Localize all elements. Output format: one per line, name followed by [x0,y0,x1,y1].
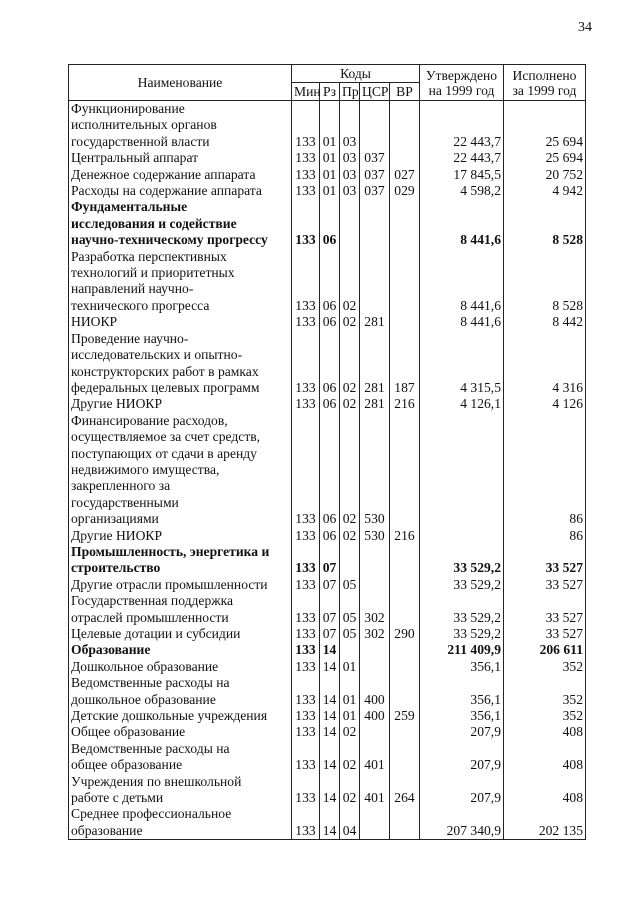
table-row [69,626,586,642]
cell-pr: 02 [340,528,360,544]
cell-min: 133 [292,724,320,740]
row-name [69,642,292,658]
row-name-line: Среднее профессиональное [71,806,232,822]
row-name-line: Другие НИОКР [71,527,163,543]
row-name-line: Фундаментальные [71,199,188,215]
row-name [69,249,292,315]
row-name-line: Образование [71,642,151,658]
cell-min: 133 [292,413,320,528]
row-name-line: научно-техническому прогрессу [71,232,268,248]
cell-pr: 02 [340,774,360,807]
cell-approved: 8 441,6 [420,314,504,330]
cell-pr: 04 [340,806,360,839]
cell-rz: 14 [320,675,340,708]
cell-executed: 206 611 [504,642,586,658]
header-code-min: Мин [292,83,320,101]
cell-executed: 8 528 [504,249,586,315]
cell-min: 133 [292,642,320,658]
cell-csr: 302 [360,593,390,626]
row-name-line: Денежное содержание аппарата [71,166,256,182]
row-name-line: Детские дошкольные учреждения [71,708,268,724]
header-code-csr: ЦСР [360,83,390,101]
cell-min: 133 [292,314,320,330]
cell-min: 133 [292,183,320,199]
row-name [69,544,292,577]
table-row [69,167,586,183]
row-name-line: Финансирование расходов, [71,412,228,428]
row-name [69,675,292,708]
cell-vr: 216 [390,396,420,412]
cell-csr [360,199,390,248]
row-name-line: исследовательских и опытно- [71,347,243,363]
cell-csr: 302 [360,626,390,642]
table-header [69,65,586,101]
cell-vr: 264 [390,774,420,807]
row-name [69,626,292,642]
cell-vr [390,642,420,658]
header-executed [504,65,586,101]
row-name-line: исполнительных органов [71,117,217,133]
table-row [69,528,586,544]
cell-csr: 281 [360,396,390,412]
cell-rz: 07 [320,593,340,626]
row-name-line: Целевые дотации и субсидии [71,626,241,641]
cell-csr: 281 [360,314,390,330]
cell-rz: 07 [320,544,340,577]
cell-rz: 14 [320,741,340,774]
cell-rz: 14 [320,806,340,839]
row-name-line: технологий и приоритетных [71,265,235,281]
row-name [69,593,292,626]
cell-csr: 037 [360,183,390,199]
cell-rz: 01 [320,150,340,166]
cell-vr: 290 [390,626,420,642]
cell-rz: 06 [320,314,340,330]
cell-approved: 33 529,2 [420,577,504,593]
cell-rz: 06 [320,396,340,412]
cell-pr: 05 [340,593,360,626]
cell-rz: 06 [320,249,340,315]
cell-pr: 02 [340,724,360,740]
row-name-line: Ведомственные расходы на [71,675,230,691]
cell-approved: 356,1 [420,659,504,675]
row-name [69,167,292,183]
table-row [69,741,586,774]
cell-executed: 4 126 [504,396,586,412]
table-row [69,544,586,577]
cell-executed: 352 [504,708,586,724]
cell-approved: 8 441,6 [420,249,504,315]
cell-vr [390,413,420,528]
cell-pr: 02 [340,314,360,330]
table-row [69,331,586,397]
table-row [69,708,586,724]
cell-pr: 02 [340,396,360,412]
cell-approved: 211 409,9 [420,642,504,658]
table-row [69,724,586,740]
cell-pr: 01 [340,675,360,708]
cell-min: 133 [292,544,320,577]
row-name-line: направлений научно- [71,281,194,297]
row-name-line: образование [71,822,143,838]
table-row [69,150,586,166]
row-name-line: Ведомственные расходы на [71,740,230,756]
cell-pr [340,642,360,658]
row-name-line: конструкторских работ в рамках [71,363,259,379]
cell-approved: 4 126,1 [420,396,504,412]
cell-vr [390,724,420,740]
header-approved-line2: на 1999 год [428,82,495,98]
row-name [69,199,292,248]
row-name [69,806,292,839]
cell-pr: 05 [340,626,360,642]
row-name-line: Центральный аппарат [71,150,199,166]
header-approved-line1: Утверждено [425,67,498,83]
cell-executed: 352 [504,675,586,708]
row-name [69,396,292,412]
row-name [69,101,292,151]
cell-min: 133 [292,593,320,626]
cell-vr [390,577,420,593]
row-name-line: отраслей промышленности [71,609,229,625]
cell-executed: 408 [504,724,586,740]
cell-vr [390,199,420,248]
row-name-line: Общее образование [71,724,186,740]
row-name-line: Расходы на содержание аппарата [71,183,262,199]
table-row [69,396,586,412]
cell-rz: 14 [320,708,340,724]
cell-csr: 281 [360,331,390,397]
cell-vr [390,314,420,330]
header-approved [420,65,504,101]
cell-vr: 259 [390,708,420,724]
cell-pr: 05 [340,577,360,593]
row-name-line: Другие НИОКР [71,396,163,412]
cell-approved [420,413,504,528]
cell-csr: 401 [360,774,390,807]
cell-approved: 33 529,2 [420,593,504,626]
row-name [69,413,292,528]
row-name-line: строительство [71,560,161,576]
row-name-line: государственной власти [71,133,210,149]
cell-approved: 17 845,5 [420,167,504,183]
row-name-line: Государственная поддержка [71,593,234,609]
cell-csr [360,577,390,593]
cell-vr [390,675,420,708]
cell-executed: 33 527 [504,593,586,626]
row-name [69,314,292,330]
row-name-line: технического прогресса [71,297,210,313]
cell-executed: 408 [504,741,586,774]
row-name [69,774,292,807]
table-row [69,593,586,626]
cell-rz: 14 [320,659,340,675]
cell-vr [390,593,420,626]
cell-min: 133 [292,528,320,544]
cell-vr [390,741,420,774]
cell-min: 133 [292,150,320,166]
cell-approved: 33 529,2 [420,544,504,577]
table-row [69,199,586,248]
cell-approved: 22 443,7 [420,150,504,166]
cell-csr: 400 [360,708,390,724]
cell-rz: 01 [320,167,340,183]
cell-rz: 14 [320,724,340,740]
table-row [69,642,586,658]
cell-csr [360,544,390,577]
cell-executed: 8 442 [504,314,586,330]
cell-vr [390,544,420,577]
header-name: Наименование [69,65,292,101]
cell-rz: 06 [320,413,340,528]
table-row [69,806,586,839]
row-name-line: НИОКР [71,314,118,330]
row-name-line: Учреждения по внешкольной [71,773,242,789]
cell-min: 133 [292,249,320,315]
cell-executed: 408 [504,774,586,807]
cell-approved: 356,1 [420,708,504,724]
cell-pr: 03 [340,150,360,166]
cell-approved: 207,9 [420,774,504,807]
table-row [69,249,586,315]
cell-csr: 037 [360,167,390,183]
row-name [69,331,292,397]
row-name [69,528,292,544]
table-row [69,659,586,675]
cell-executed: 86 [504,413,586,528]
cell-approved: 33 529,2 [420,626,504,642]
cell-vr [390,101,420,151]
row-name-line: осуществляемое за счет средств, [71,429,261,445]
cell-rz: 07 [320,626,340,642]
header-code-rz: Рз [320,83,340,101]
row-name [69,659,292,675]
cell-executed: 352 [504,659,586,675]
row-name-line: Дошкольное образование [71,658,219,674]
cell-approved: 4 598,2 [420,183,504,199]
table-row [69,675,586,708]
cell-approved: 4 315,5 [420,331,504,397]
row-name-line: Функционирование [71,101,185,116]
cell-csr: 037 [360,150,390,166]
cell-vr: 187 [390,331,420,397]
header-codes: Коды [292,65,420,83]
cell-vr [390,150,420,166]
row-name [69,708,292,724]
cell-min: 133 [292,626,320,642]
cell-executed: 20 752 [504,167,586,183]
cell-rz: 06 [320,331,340,397]
cell-pr: 03 [340,183,360,199]
table-row [69,314,586,330]
cell-csr [360,642,390,658]
cell-pr: 02 [340,331,360,397]
header-code-vr: ВР [390,83,420,101]
cell-min: 133 [292,806,320,839]
cell-executed: 4 316 [504,331,586,397]
cell-min: 133 [292,774,320,807]
cell-approved: 22 443,7 [420,101,504,151]
cell-executed: 25 694 [504,101,586,151]
header-code-pr: Пр [340,83,360,101]
row-name-line: Другие отрасли промышленности [71,576,268,592]
cell-approved: 356,1 [420,675,504,708]
cell-csr [360,249,390,315]
cell-csr: 530 [360,528,390,544]
cell-pr [340,199,360,248]
cell-min: 133 [292,199,320,248]
cell-executed: 4 942 [504,183,586,199]
cell-pr: 03 [340,101,360,151]
cell-rz: 14 [320,774,340,807]
row-name-line: общее образование [71,757,183,773]
cell-approved: 8 441,6 [420,199,504,248]
cell-vr: 027 [390,167,420,183]
row-name-line: федеральных целевых программ [71,379,260,395]
cell-min: 133 [292,659,320,675]
cell-executed: 33 527 [504,626,586,642]
cell-pr: 02 [340,249,360,315]
cell-executed: 33 527 [504,577,586,593]
cell-executed: 202 135 [504,806,586,839]
cell-approved: 207,9 [420,741,504,774]
cell-min: 133 [292,577,320,593]
cell-csr: 400 [360,675,390,708]
page-number: 34 [578,20,592,35]
cell-csr [360,806,390,839]
table-row [69,101,586,151]
cell-csr [360,724,390,740]
cell-vr: 029 [390,183,420,199]
cell-rz: 01 [320,101,340,151]
cell-executed: 86 [504,528,586,544]
cell-rz: 07 [320,577,340,593]
row-name-line: Промышленность, энергетика и [71,543,270,559]
cell-pr: 02 [340,413,360,528]
cell-approved [420,528,504,544]
cell-executed: 33 527 [504,544,586,577]
cell-approved: 207 340,9 [420,806,504,839]
row-name [69,577,292,593]
cell-pr [340,544,360,577]
cell-csr [360,101,390,151]
cell-min: 133 [292,708,320,724]
row-name-line: государственными [71,494,179,510]
row-name-line: поступающих от сдачи в аренду [71,445,257,461]
cell-min: 133 [292,741,320,774]
cell-vr [390,659,420,675]
cell-rz: 06 [320,528,340,544]
row-name [69,183,292,199]
cell-pr: 02 [340,741,360,774]
cell-executed: 8 528 [504,199,586,248]
row-name-line: недвижимого имущества, [71,461,220,477]
row-name [69,741,292,774]
budget-table [68,64,586,840]
header-executed-line1: Исполнено [512,67,577,83]
cell-pr: 01 [340,659,360,675]
row-name-line: дошкольное образование [71,691,216,707]
cell-rz: 01 [320,183,340,199]
cell-pr: 01 [340,708,360,724]
cell-vr [390,806,420,839]
header-executed-line2: за 1999 год [512,82,577,98]
row-name [69,150,292,166]
table-row [69,413,586,528]
cell-min: 133 [292,101,320,151]
cell-min: 133 [292,675,320,708]
cell-vr [390,249,420,315]
table-body [69,101,586,840]
table-row [69,183,586,199]
table-row [69,577,586,593]
row-name-line: Проведение научно- [71,330,189,346]
cell-vr: 216 [390,528,420,544]
row-name-line: работе с детьми [71,790,164,806]
cell-csr: 530 [360,413,390,528]
cell-rz: 06 [320,199,340,248]
cell-pr: 03 [340,167,360,183]
row-name-line: Разработка перспективных [71,248,227,264]
cell-executed: 25 694 [504,150,586,166]
row-name-line: закрепленного за [71,478,171,494]
table-row [69,774,586,807]
cell-min: 133 [292,331,320,397]
cell-csr: 401 [360,741,390,774]
row-name-line: организациями [71,511,159,527]
cell-approved: 207,9 [420,724,504,740]
row-name [69,724,292,740]
cell-rz: 14 [320,642,340,658]
row-name-line: исследования и содействие [71,215,237,231]
cell-min: 133 [292,396,320,412]
cell-csr [360,659,390,675]
cell-min: 133 [292,167,320,183]
